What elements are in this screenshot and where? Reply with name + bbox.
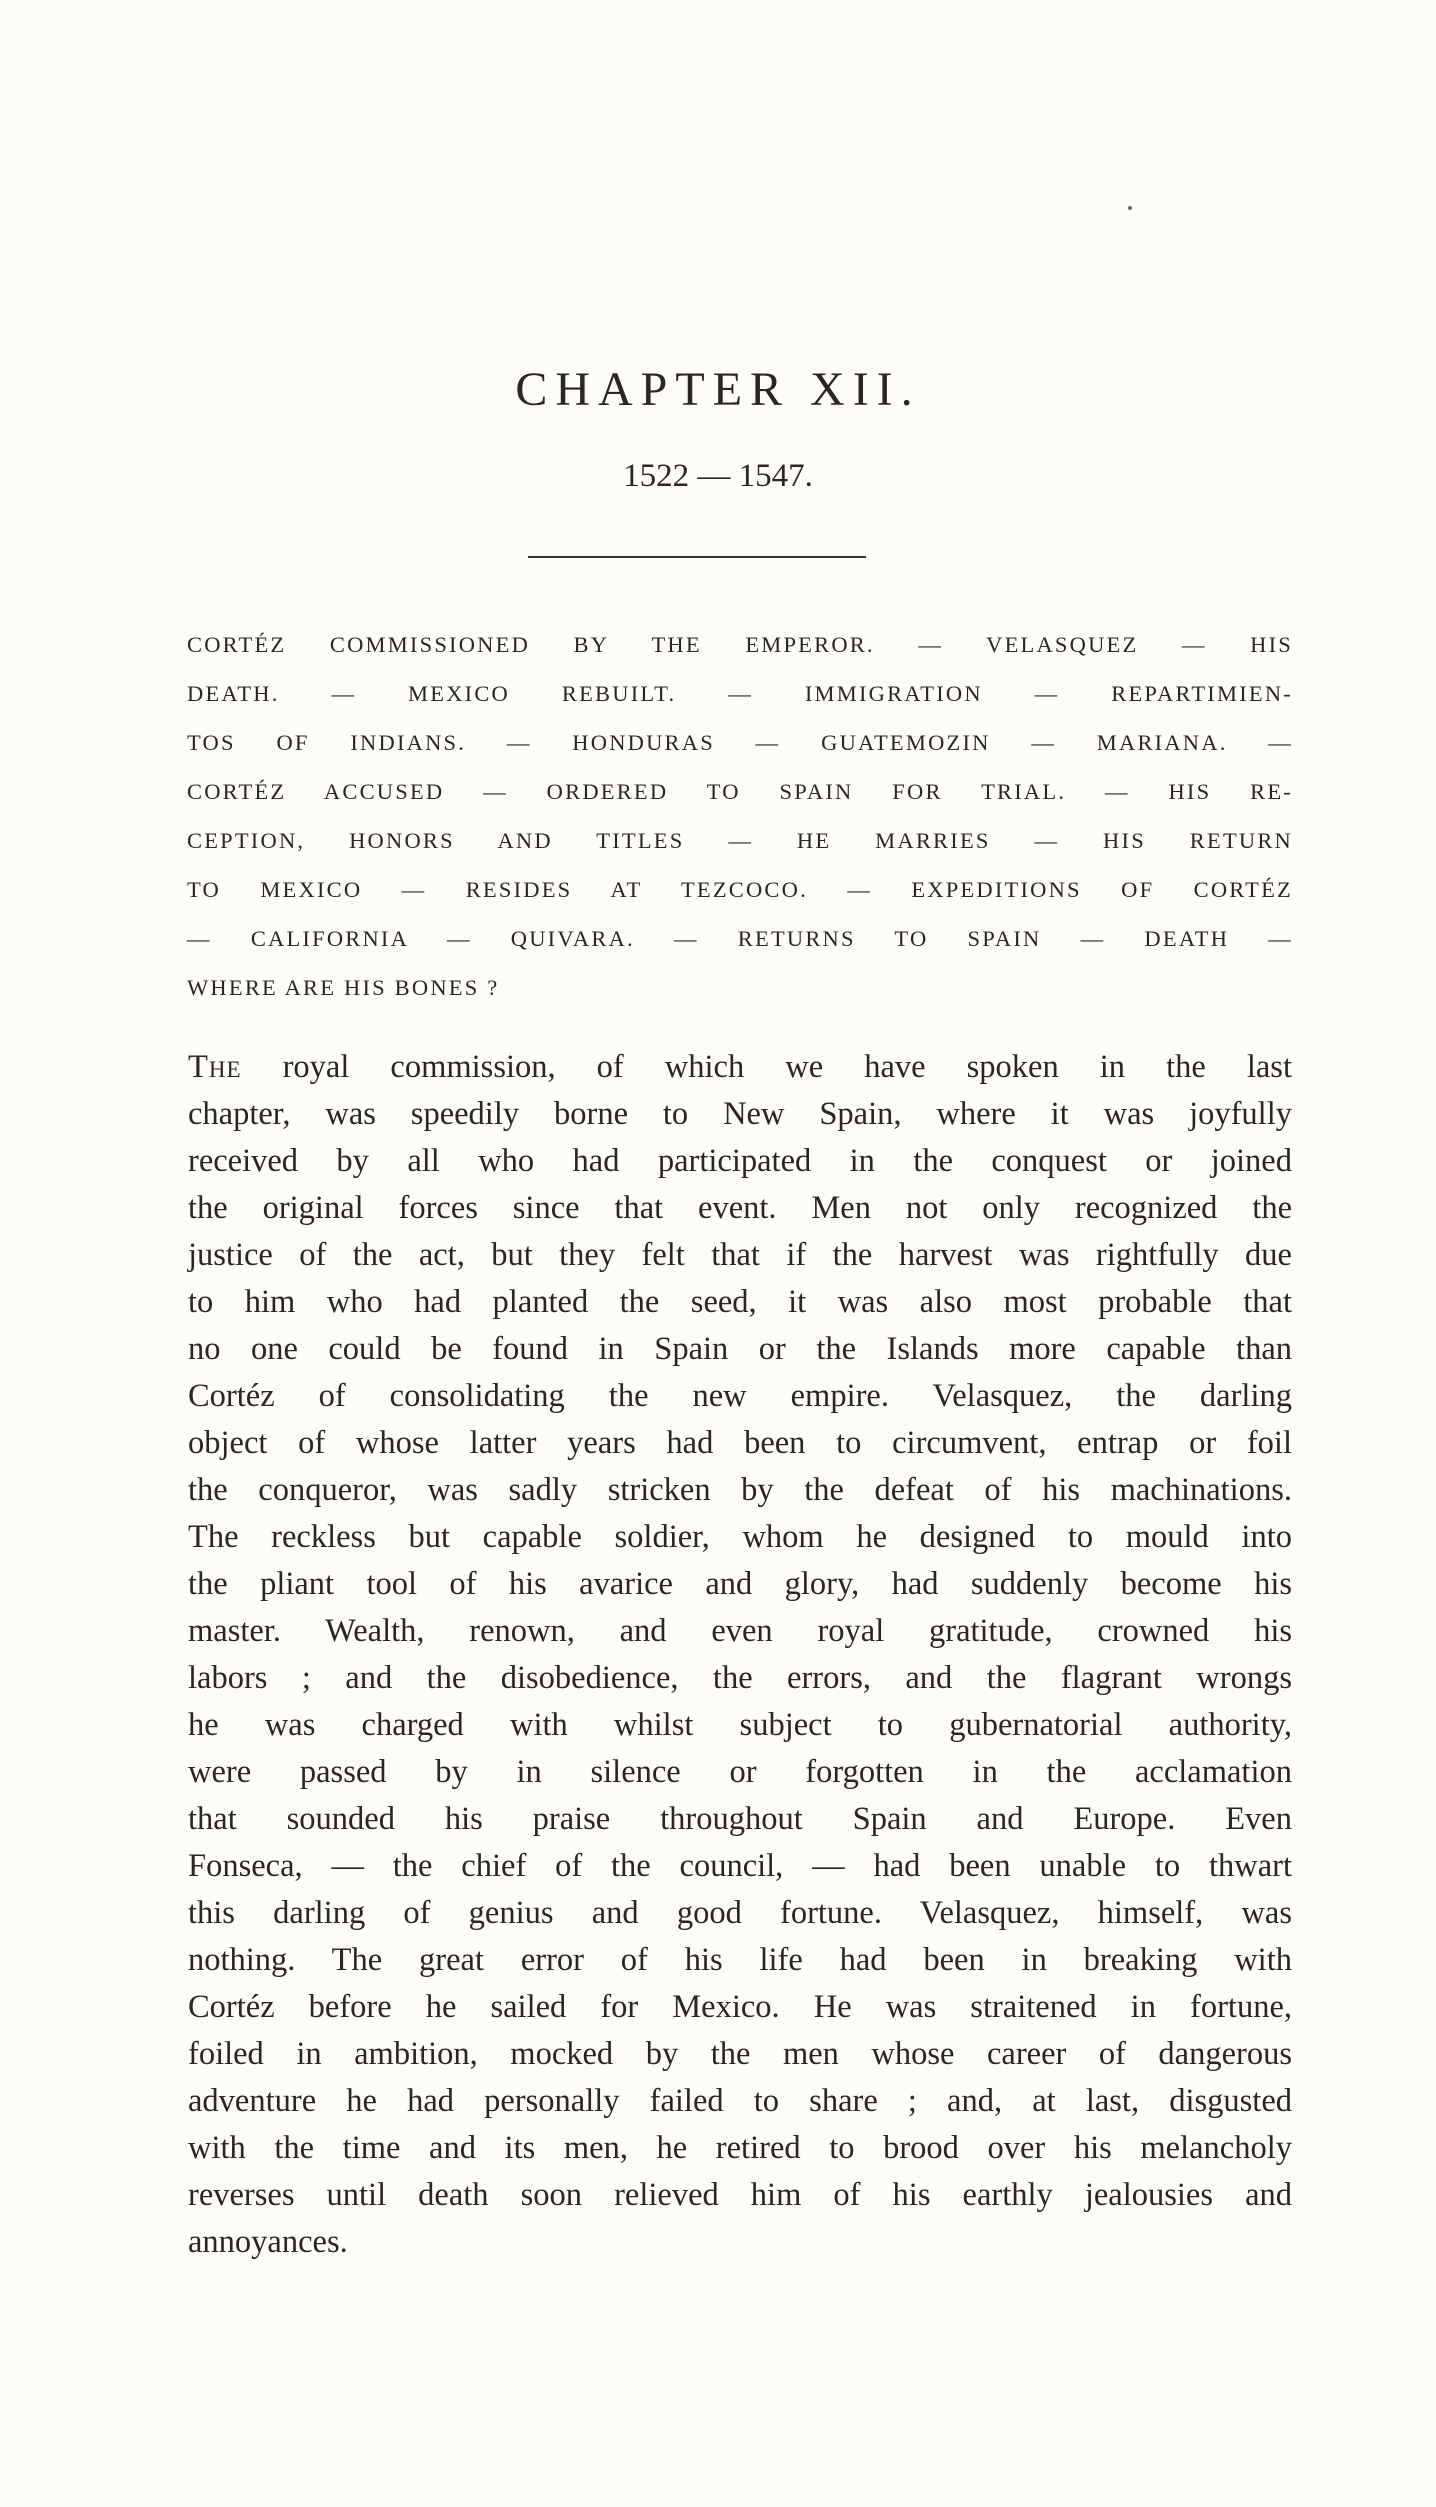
body-line: received by all who had participated in the conquest or joined xyxy=(188,1143,1292,1179)
body-line: no one could be found in Spain or the Islands more capable than xyxy=(188,1331,1292,1367)
body-line: the conqueror, was sadly stricken by the defeat of his machinations. xyxy=(188,1472,1292,1508)
chapter-dates: 1522 — 1547. xyxy=(623,458,813,494)
section-divider xyxy=(528,556,866,558)
body-line: justice of the act, but they felt that if the harvest was rightfully due xyxy=(188,1237,1292,1273)
chapter-title: CHAPTER XII. xyxy=(515,363,921,416)
body-line: with the time and its men, he retired to brood over his melancholy xyxy=(188,2130,1292,2166)
body-line: annoyances. xyxy=(188,2224,348,2260)
summary-line: DEATH. — MEXICO REBUILT. — IMMIGRATION — REPARTIMIEN- xyxy=(187,681,1293,706)
summary-line: WHERE ARE HIS BONES ? xyxy=(187,975,500,1000)
body-line: Cortéz of consolidating the new empire. Velasquez, the darling xyxy=(188,1378,1292,1414)
body-line: The reckless but capable soldier, whom he designed to mould into xyxy=(188,1519,1292,1555)
body-line: chapter, was speedily borne to New Spain, where it was joyfully xyxy=(188,1096,1292,1132)
body-line: the pliant tool of his avarice and glory, had suddenly become his xyxy=(188,1566,1292,1602)
body-line: that sounded his praise throughout Spain and Europe. Even xyxy=(188,1801,1292,1837)
body-line: to him who had planted the seed, it was also most probable that xyxy=(188,1284,1292,1320)
body-line: Fonseca, — the chief of the council, — had been unable to thwart xyxy=(188,1848,1292,1884)
body-line: adventure he had personally failed to share ; and, at last, disgusted xyxy=(188,2083,1292,2119)
body-line: this darling of genius and good fortune. Velasquez, himself, was xyxy=(188,1895,1292,1931)
summary-line: TO MEXICO — RESIDES AT TEZCOCO. — EXPEDITIONS OF CORTÉZ xyxy=(187,877,1293,902)
body-line: nothing. The great error of his life had been in breaking with xyxy=(188,1942,1292,1978)
summary-line: CORTÉZ COMMISSIONED BY THE EMPEROR. — VELASQUEZ — HIS xyxy=(187,632,1293,657)
chapter-summary xyxy=(187,620,1293,1012)
summary-line: CORTÉZ ACCUSED — ORDERED TO SPAIN FOR TRIAL. — HIS RE- xyxy=(187,779,1293,804)
body-line: Cortéz before he sailed for Mexico. He was straitened in fortune, xyxy=(188,1989,1292,2025)
summary-line: TOS OF INDIANS. — HONDURAS — GUATEMOZIN — MARIANA. — xyxy=(187,730,1293,755)
summary-line: CEPTION, HONORS AND TITLES — HE MARRIES — HIS RETURN xyxy=(187,828,1293,853)
body-line: he was charged with whilst subject to gubernatorial authority, xyxy=(188,1707,1292,1743)
body-line: were passed by in silence or forgotten in the acclamation xyxy=(188,1754,1292,1790)
opening-word: The xyxy=(188,1049,242,1085)
body-line: master. Wealth, renown, and even royal gratitude, crowned his xyxy=(188,1613,1292,1649)
ink-speck xyxy=(1128,206,1132,210)
body-line: foiled in ambition, mocked by the men whose career of dangerous xyxy=(188,2036,1292,2072)
body-line: labors ; and the disobedience, the errors, and the flagrant wrongs xyxy=(188,1660,1292,1696)
body-line: the original forces since that event. Men not only recognized the xyxy=(188,1190,1292,1226)
summary-line: — CALIFORNIA — QUIVARA. — RETURNS TO SPAIN — DEATH — xyxy=(187,926,1293,951)
chapter-body xyxy=(188,1044,1292,2266)
body-first-line xyxy=(188,1044,1292,1091)
first-line-text: royal commission, of which we have spoken in the last xyxy=(241,1049,1292,1085)
body-line: reverses until death soon relieved him of his earthly jealousies and xyxy=(188,2177,1292,2213)
body-line: object of whose latter years had been to circumvent, entrap or foil xyxy=(188,1425,1292,1461)
